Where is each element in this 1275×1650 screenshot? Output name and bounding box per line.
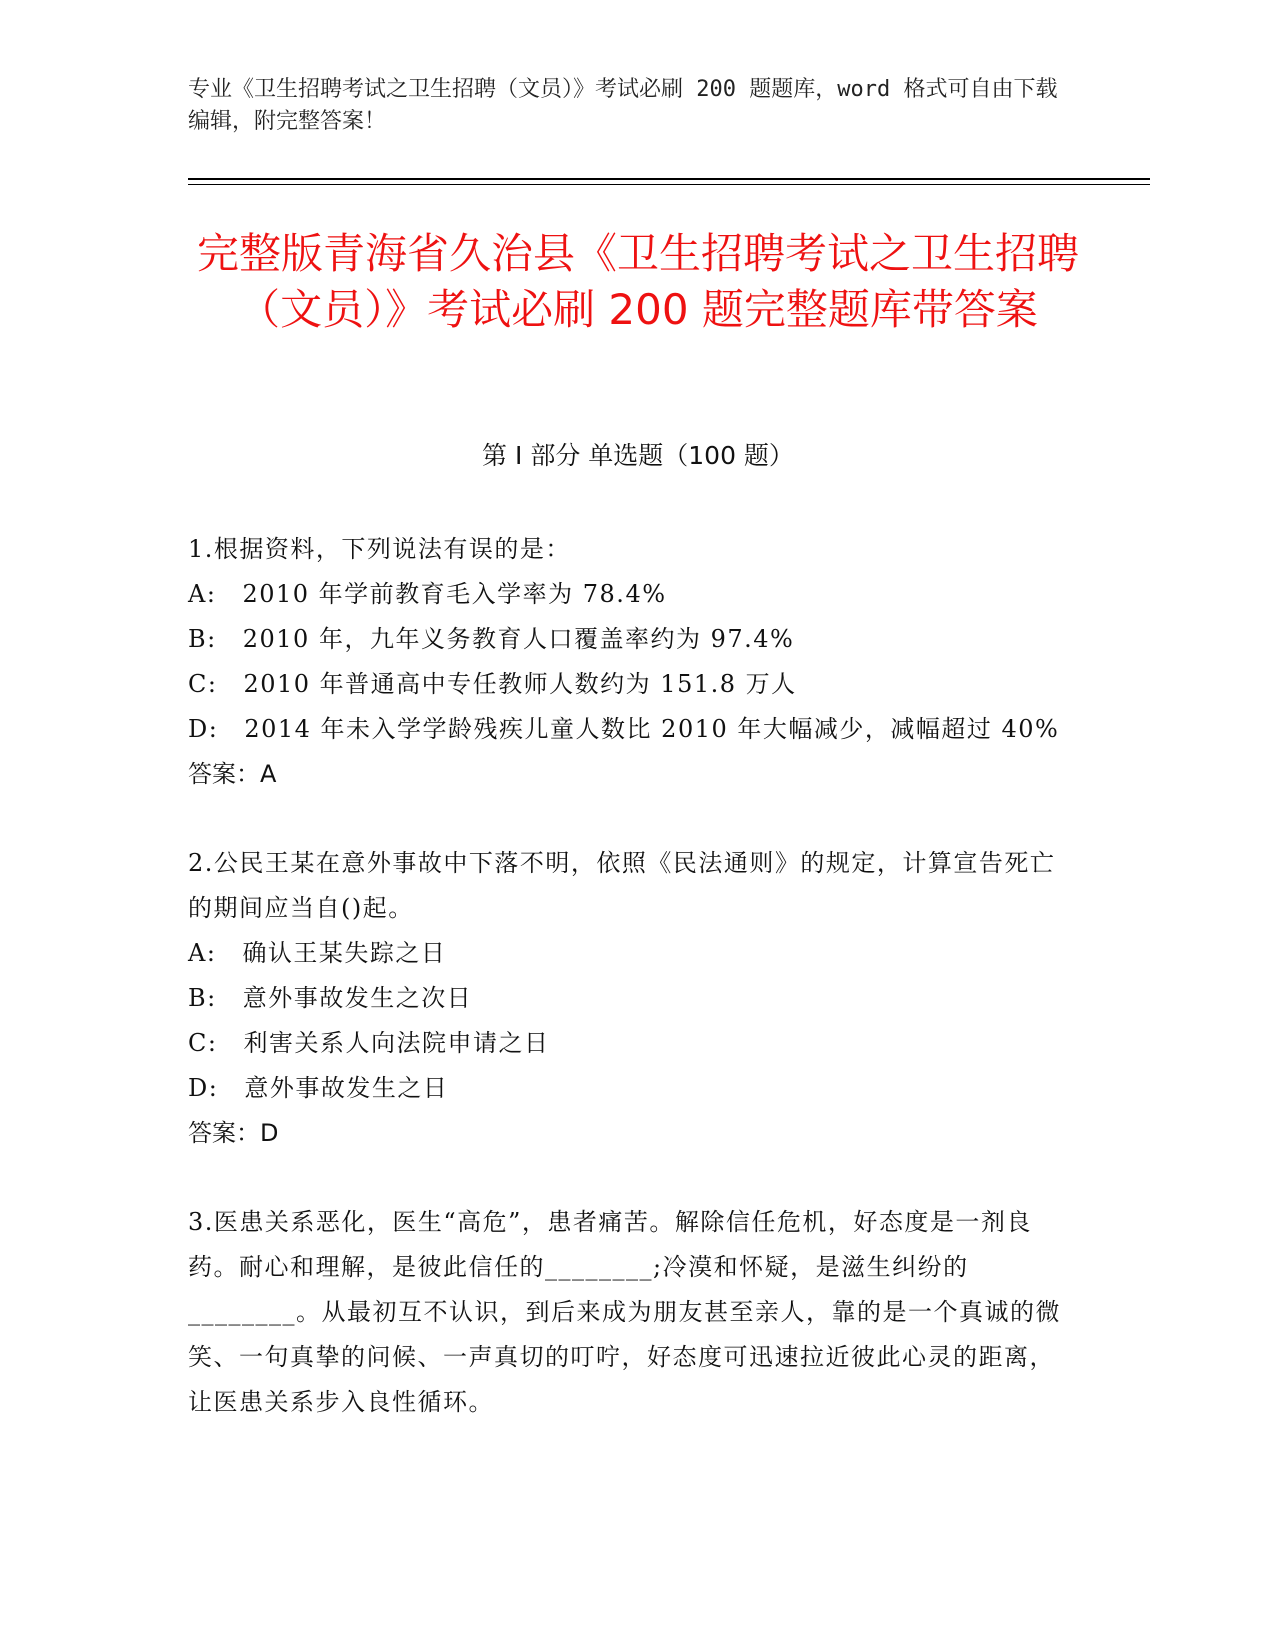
option-b: B: 2010 年，九年义务教育人口覆盖率约为 97.4% [188, 617, 1068, 662]
option-letter: A [188, 939, 207, 967]
option-d: D: 2014 年未入学学龄残疾儿童人数比 2010 年大幅减少，减幅超过 40% [188, 707, 1068, 752]
question-text: 3.医患关系恶化，医生“高危”，患者痛苦。解除信任危机，好态度是一剂良药。耐心和理解，是彼此信任的________;冷漠和怀疑，是滋生纠纷的________。从最初互不认识，到后来成为朋友甚至亲人，靠的是一个真诚的微笑、一句真挚的问候、一声真切的叮咛，好态度可迅速拉近彼此心灵的距离，让医患关系步入良性循环。 [188, 1208, 1061, 1416]
option-d: D: 意外事故发生之日 [188, 1066, 1068, 1111]
option-c: C: 2010 年普通高中专任教师人数约为 151.8 万人 [188, 662, 1068, 707]
header-note: 专业《卫生招聘考试之卫生招聘（文员）》考试必刷 200 题题库，word 格式可自由下载编辑，附完整答案！ [188, 77, 1058, 134]
question-text: 1.根据资料，下列说法有误的是： [188, 535, 571, 563]
option-text: 意外事故发生之日 [244, 1074, 449, 1102]
question-list [188, 527, 1068, 1469]
option-text: 确认王某失踪之日 [242, 939, 447, 967]
answer-line: 答案：D [188, 1119, 279, 1147]
option-letter: C [188, 670, 208, 698]
question-text: 2.公民王某在意外事故中下落不明，依照《民法通则》的规定，计算宣告死亡的期间应当自()起。 [188, 849, 1056, 922]
option-a: A: 确认王某失踪之日 [188, 931, 1068, 976]
document-title: 完整版青海省久治县《卫生招聘考试之卫生招聘（文员）》考试必刷 200 题完整题库带答案 [196, 229, 1079, 334]
option-text: 2010 年普通高中专任教师人数约为 151.8 万人 [243, 670, 797, 698]
option-text: 2010 年学前教育毛入学率为 78.4% [242, 580, 667, 608]
question-1 [188, 527, 1068, 797]
header-divider-thick [188, 178, 1150, 180]
option-letter: B [188, 625, 208, 653]
answer-line: 答案：A [188, 760, 277, 788]
header-divider-thin [188, 184, 1150, 185]
option-letter: C [188, 1029, 208, 1057]
option-letter: B [188, 984, 208, 1012]
option-b: B: 意外事故发生之次日 [188, 976, 1068, 1021]
option-letter: D [188, 1074, 209, 1102]
option-text: 2014 年未入学学龄残疾儿童人数比 2010 年大幅减少，减幅超过 40% [244, 715, 1060, 743]
option-text: 意外事故发生之次日 [242, 984, 473, 1012]
option-text: 2010 年，九年义务教育人口覆盖率约为 97.4% [242, 625, 795, 653]
question-3 [188, 1200, 1068, 1425]
question-2 [188, 841, 1068, 1156]
option-c: C: 利害关系人向法院申请之日 [188, 1021, 1068, 1066]
option-a: A: 2010 年学前教育毛入学率为 78.4% [188, 572, 1068, 617]
section-heading: 第 I 部分 单选题（100 题） [482, 441, 794, 470]
option-text: 利害关系人向法院申请之日 [243, 1029, 550, 1057]
option-letter: A [188, 580, 207, 608]
option-letter: D [188, 715, 209, 743]
